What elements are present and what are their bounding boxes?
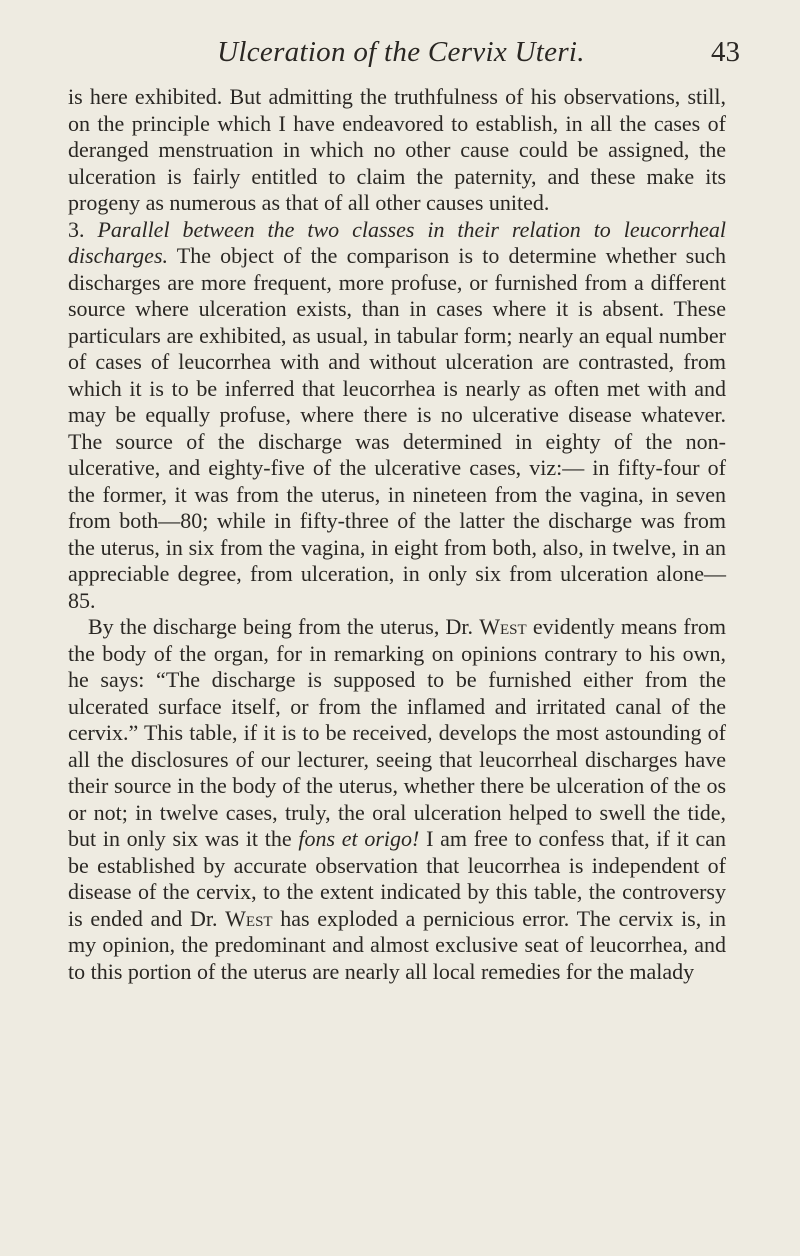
section-heading: Parallel between the two classes in their relation to leucorrheal discharges. [68,216,726,268]
paragraph-continuation [68,84,726,217]
page-header [62,36,740,72]
author-name-west: West [479,614,527,639]
paragraph-3-part-2: evidently means from the body of the organ, for in remarking on opinions contrary to his own, he says: “The discharge is supposed to be furnished either from the ulcerated surface itself, or from the inflamed and irritated canal of the cervix.” This table, if it is to be received, develops the most astounding of all the disclosures of our lecturer, seeing that leucorrheal discharges have their source in the body of the uterus, whether there be ulceration of the os or not; in twelve cases, truly, the oral ulceration helped to swell the tide, but in only six was it the [68,614,727,851]
author-name-west-2: West [225,905,273,931]
running-title: Ulceration of the Cervix Uteri. [217,36,585,68]
paragraph-2-text: The object of the comparison is to determine whether such discharges are more frequent, more profuse, or furnished from a different source where ulceration exists, than in cases where it is absent. These particulars are exhibited, as usual, in tabular form; nearly an equal number of cases of leucorrhea with and without ulceration are contrasted, from which it is to be inferred that leucorrhea is nearly as often met with and may be equally profuse, where there is no ulcerative disease whatever. The source of the discharge was determined in eighty of the non-ulcerative, and eighty-five of the ulcerative cases, viz:— in fifty-four of the former, it was from the uterus, in nineteen from the vagina, in seven from both—80; while in fifty-three of the latter the discharge was from the uterus, in six from the vagina, in eight from both, also, in twelve, in an appreciable degree, from ulceration, in only six from ulceration alone—85. [68,243,726,613]
body-text [68,84,726,985]
paragraph-3-part-1: By the discharge being from the uterus, Dr. [88,614,473,639]
paragraph-3-part-4: has exploded a pernicious error. The cervix is, in my opinion, the predominant and almost exclusive seat of leucorrhea, and to this portion of the uterus are nearly all local remedies for the malady [68,905,727,984]
paragraph-3 [68,614,726,985]
page-number: 43 [711,36,740,68]
section-number: 3. [68,216,85,242]
latin-phrase: fons et origo! [298,826,420,851]
paragraph-1-text: is here exhibited. But admitting the truthfulness of his observations, still, on the principle which I have endeavored to establish, in all the cases of deranged menstruation in which no other cause could be assigned, the ulceration is fairly entitled to claim the paternity, and these make its progeny as numerous as that of all other causes united. [68,84,726,215]
paragraph-section-3 [68,217,726,615]
paragraph-3-part-3: I am free to confess that, if it can be established by accurate observation that leucorrhea is independent of disease of the cervix, to the extent indicated by this table, the controversy is ended and Dr. [68,826,726,931]
